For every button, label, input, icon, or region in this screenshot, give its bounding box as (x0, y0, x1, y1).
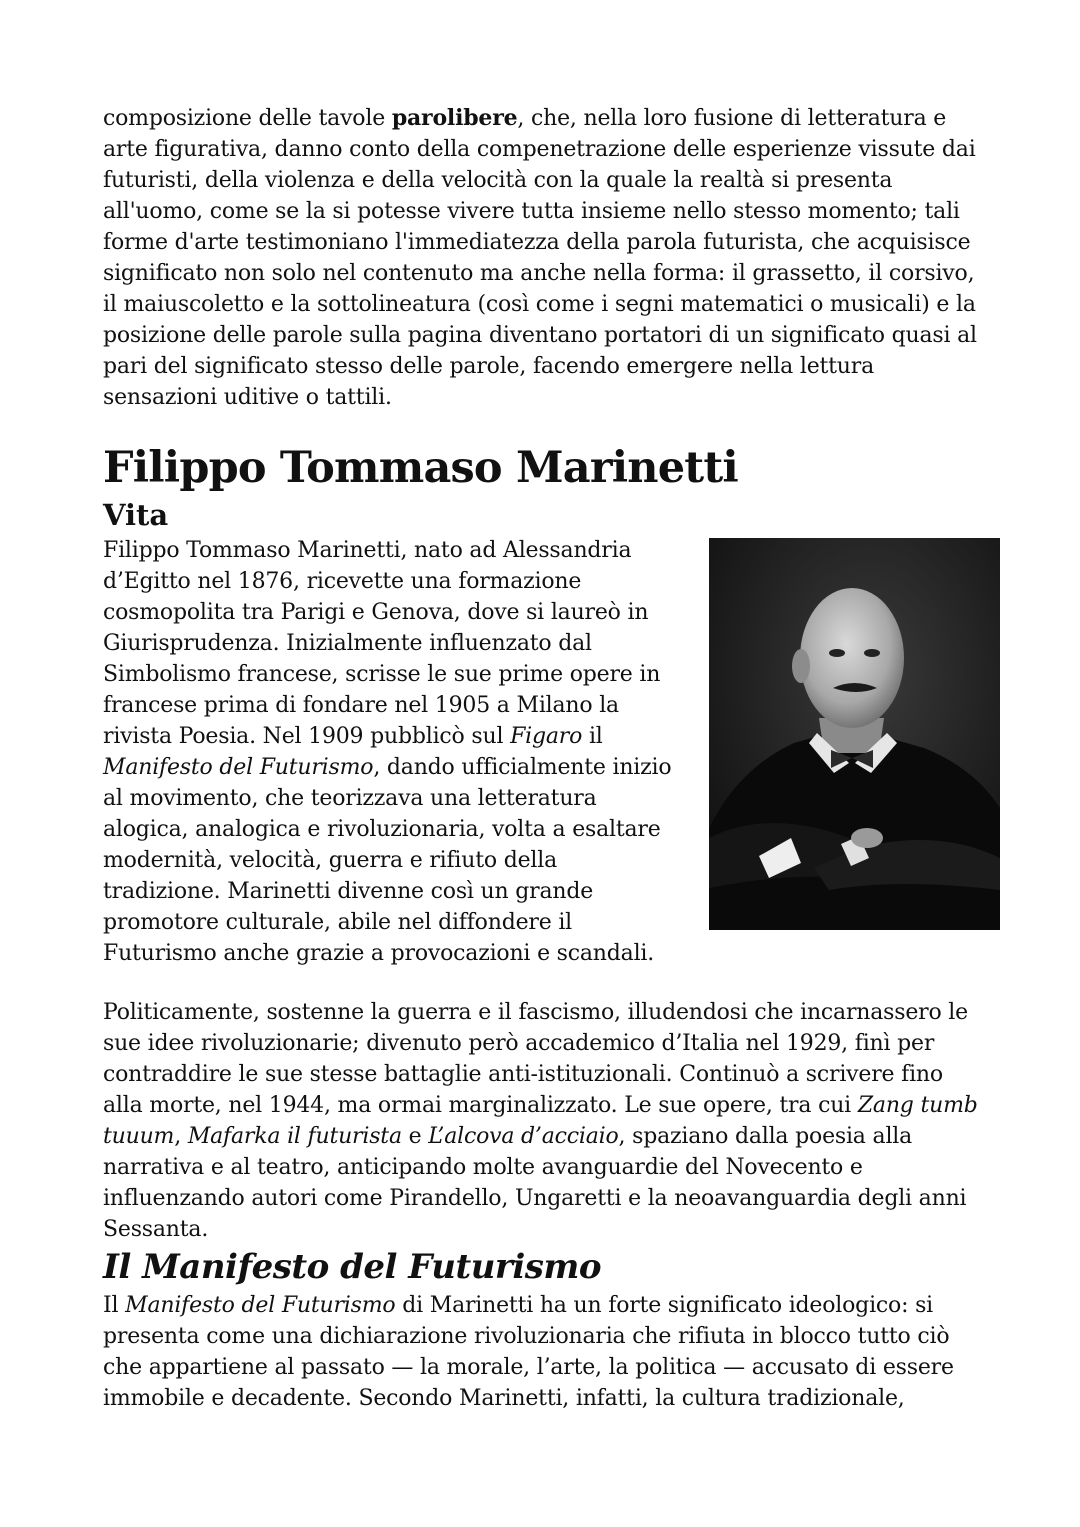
intro-paragraph: composizione delle tavole parolibere, che, nella loro fusione di letteratura e arte figurativa, danno conto della compenetrazione delle esperienze vissute dai futuristi, della violenza e della velocità con la quale la realtà si presenta all'uomo, come se la si potesse vivere tutta insieme nello stesso momento; tali forme d'arte testimoniano l'immediatezza della parola futurista, che acquisisce significato non solo nel contenuto ma anche nella forma: il grassetto, il corsivo, il maiuscoletto e la sottolineatura (così come i segni matematici o musicali) e la posizione delle parole sulla pagina diventano portatori di un significato quasi al pari del significato stesso delle parole, facendo emergere nella lettura sensazioni uditive o tattili. (103, 105, 977, 410)
marinetti-portrait-photo (709, 538, 1000, 930)
politics-paragraph: Politicamente, sostenne la guerra e il fascismo, illudendosi che incarnassero le sue idee rivoluzionarie; divenuto però accademico d’Italia nel 1929, finì per contraddire le sue stesse battaglie anti-istituzionali. Continuò a scrivere fino alla morte, nel 1944, ma ormai marginalizzato. Le sue opere, tra cui Zang tumb tuuum, Mafarka il futurista e L’alcova d’acciaio, spaziano dalla poesia alla narrativa e al teatro, anticipando molte avanguardie del Novecento e influenzando autori come Pirandello, Ungaretti e la neoavanguardia degli anni Sessanta. (103, 1000, 978, 1242)
manifesto-paragraph: Il Manifesto del Futurismo di Marinetti ha un forte significato ideologico: si presenta come una dichiarazione rivoluzionaria che rifiuta in blocco tutto ciò che appartiene al passato — la morale, l’arte, la politica — accusato di essere immobile e decadente. Secondo Marinetti, infatti, la cultura tradizionale, (103, 1293, 954, 1411)
section-subtitle: Vita (103, 498, 169, 532)
parolibere-term: parolibere (391, 105, 518, 131)
manifesto-heading: Il Manifesto del Futurismo (103, 1247, 602, 1287)
section-title: Filippo Tommaso Marinetti (103, 443, 738, 493)
vita-paragraph: Filippo Tommaso Marinetti, nato ad Alessandria d’Egitto nel 1876, ricevette una formazione cosmopolita tra Parigi e Genova, dove si laureò in Giurisprudenza. Inizialmente influenzato dal Simbolismo francese, scrisse le sue prime opere in francese prima di fondare nel 1905 a Milano la rivista Poesia. Nel 1909 pubblicò sul Figaro il Manifesto del Futurismo, dando ufficialmente inizio al movimento, che teorizzava una letteratura alogica, analogica e rivoluzionaria, volta a esaltare modernità, velocità, guerra e rifiuto della tradizione. Marinetti divenne così un grande promotore culturale, abile nel diffondere il Futurismo anche grazie a provocazioni e scandali. (103, 538, 672, 966)
